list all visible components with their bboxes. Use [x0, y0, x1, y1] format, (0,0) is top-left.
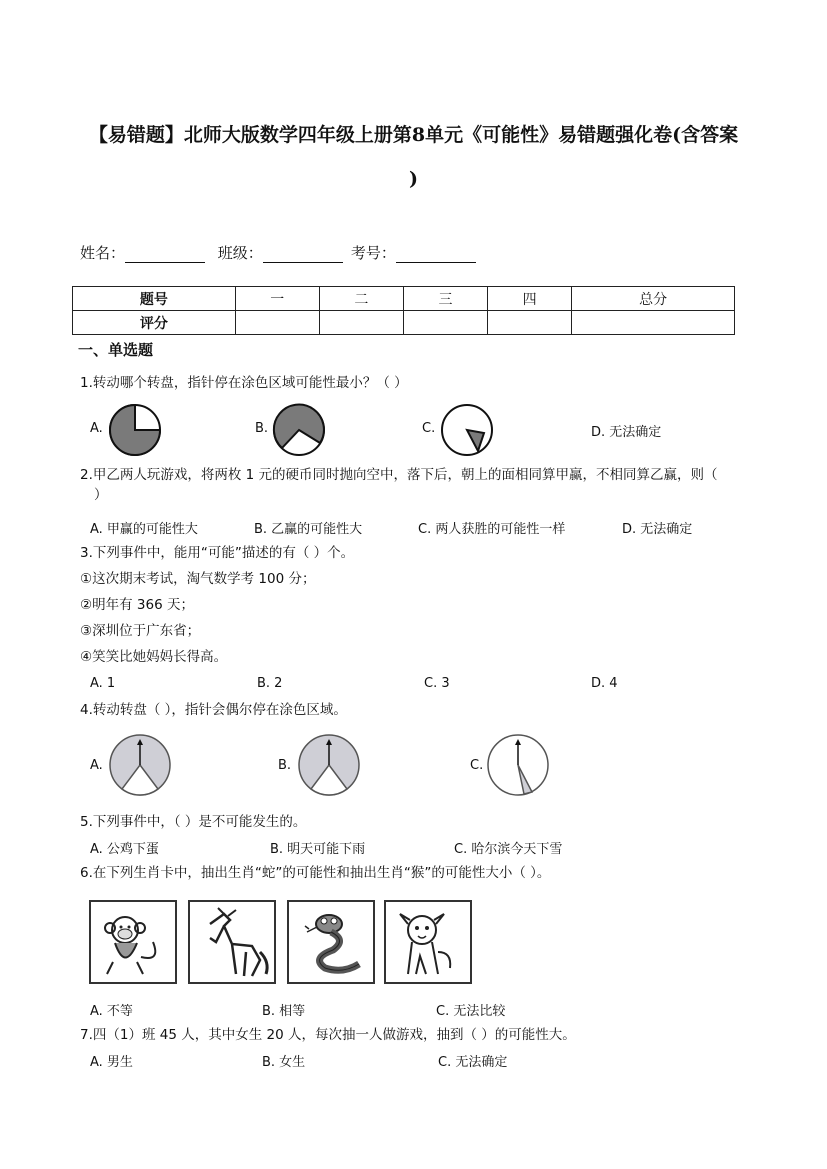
class-blank[interactable]: [263, 244, 343, 263]
q3-option-c[interactable]: C. 3: [424, 676, 450, 691]
q2-option-d[interactable]: D. 无法确定: [622, 522, 693, 537]
exam-label: 考号：: [350, 244, 396, 262]
q2-text-line-1: 2.甲乙两人玩游戏，将两枚 1 元的硬币同时抛向空中，落下后，朝上的面相同算甲赢，不相同算乙赢，则（: [80, 467, 718, 483]
q3-item-4: ④笑笑比她妈妈长得高。: [80, 649, 228, 665]
q1-spinner-c-icon: [440, 403, 496, 459]
q2-text: [80, 465, 750, 505]
q3-option-d[interactable]: D. 4: [591, 676, 618, 691]
q4-option-c[interactable]: C.: [470, 758, 484, 773]
class-label: 班级：: [217, 244, 263, 262]
score-input-4[interactable]: [488, 311, 572, 335]
q3-option-b[interactable]: B. 2: [257, 676, 283, 691]
q6-option-c[interactable]: C. 无法比较: [436, 1004, 506, 1019]
q2-option-a[interactable]: A. 甲赢的可能性大: [90, 522, 198, 537]
q6-option-b[interactable]: B. 相等: [262, 1004, 306, 1019]
q3-option-a[interactable]: A. 1: [90, 676, 116, 691]
score-input-total[interactable]: [572, 311, 735, 335]
dog-card: [384, 900, 472, 984]
q1-text: 1.转动哪个转盘，指针停在涂色区域可能性最小？（ ）: [80, 375, 408, 391]
score-cell-4: 四: [488, 287, 572, 311]
q1-option-b[interactable]: B.: [255, 421, 269, 436]
document-title: [60, 113, 767, 201]
q4-option-b[interactable]: B.: [278, 758, 292, 773]
q2-option-b[interactable]: B. 乙赢的可能性大: [254, 522, 363, 537]
q1-spinner-b-icon: [272, 403, 328, 459]
score-table-header-row: [73, 287, 735, 311]
student-info: [80, 242, 484, 263]
q1-option-d[interactable]: D. 无法确定: [591, 425, 662, 440]
score-input-1[interactable]: [235, 311, 319, 335]
score-input-3[interactable]: [403, 311, 487, 335]
score-table: [72, 286, 735, 335]
q1-option-c[interactable]: C.: [422, 421, 436, 436]
q7-option-b[interactable]: B. 女生: [262, 1055, 306, 1070]
q2-option-c[interactable]: C. 两人获胜的可能性一样: [418, 522, 566, 537]
q4-text: 4.转动转盘（ ），指针会偶尔停在涂色区域。: [80, 702, 347, 718]
name-label: 姓名：: [80, 244, 126, 262]
score-cell-1: 一: [235, 287, 319, 311]
score-table-score-row: [73, 311, 735, 335]
q5-option-a[interactable]: A. 公鸡下蛋: [90, 842, 159, 857]
horse-card-icon: [190, 902, 274, 982]
score-input-2[interactable]: [319, 311, 403, 335]
q7-option-c[interactable]: C. 无法确定: [438, 1055, 508, 1070]
score-cell-2: 二: [319, 287, 403, 311]
dog-card-icon: [386, 902, 470, 982]
q2-text-line-2: ）: [94, 487, 108, 503]
q7-option-a[interactable]: A. 男生: [90, 1055, 133, 1070]
score-cell-3: 三: [403, 287, 487, 311]
score-cell-label: 题号: [73, 287, 236, 311]
q4-spinner-c-icon: [486, 733, 550, 797]
q1-spinner-a-icon: [108, 403, 164, 459]
q5-option-b[interactable]: B. 明天可能下雨: [270, 842, 366, 857]
monkey-card: [89, 900, 177, 984]
section-heading: 一、单选题: [78, 341, 154, 359]
name-blank[interactable]: [125, 244, 205, 263]
q5-text: 5.下列事件中，（ ）是不可能发生的。: [80, 814, 307, 830]
horse-card: [188, 900, 276, 984]
title-line-2: ): [409, 168, 418, 190]
q3-item-2: ②明年有 366 天；: [80, 597, 194, 613]
q3-item-1: ①这次期末考试，淘气数学考 100 分；: [80, 571, 316, 587]
q4-spinner-b-icon: [297, 733, 361, 797]
exam-blank[interactable]: [396, 244, 476, 263]
q6-option-a[interactable]: A. 不等: [90, 1004, 133, 1019]
q3-item-3: ③深圳位于广东省；: [80, 623, 201, 639]
q3-text: 3.下列事件中，能用“可能”描述的有（ ）个。: [80, 545, 355, 561]
q7-text: 7.四（1）班 45 人，其中女生 20 人，每次抽一人做游戏，抽到（ ）的可能性大。: [80, 1027, 576, 1043]
q4-option-a[interactable]: A.: [90, 758, 103, 773]
q6-text: 6.在下列生肖卡中，抽出生肖“蛇”的可能性和抽出生肖“猴”的可能性大小（ ）。: [80, 865, 551, 881]
snake-card: [287, 900, 375, 984]
monkey-card-icon: [91, 902, 175, 982]
title-line-1: 【易错题】北师大版数学四年级上册第8单元《可能性》易错题强化卷(含答案: [88, 124, 739, 146]
q4-spinner-a-icon: [108, 733, 172, 797]
score-row-label: 评分: [73, 311, 236, 335]
score-cell-total: 总分: [572, 287, 735, 311]
snake-card-icon: [289, 902, 373, 982]
q5-option-c[interactable]: C. 哈尔滨今天下雪: [454, 842, 563, 857]
q1-option-a[interactable]: A.: [90, 421, 103, 436]
